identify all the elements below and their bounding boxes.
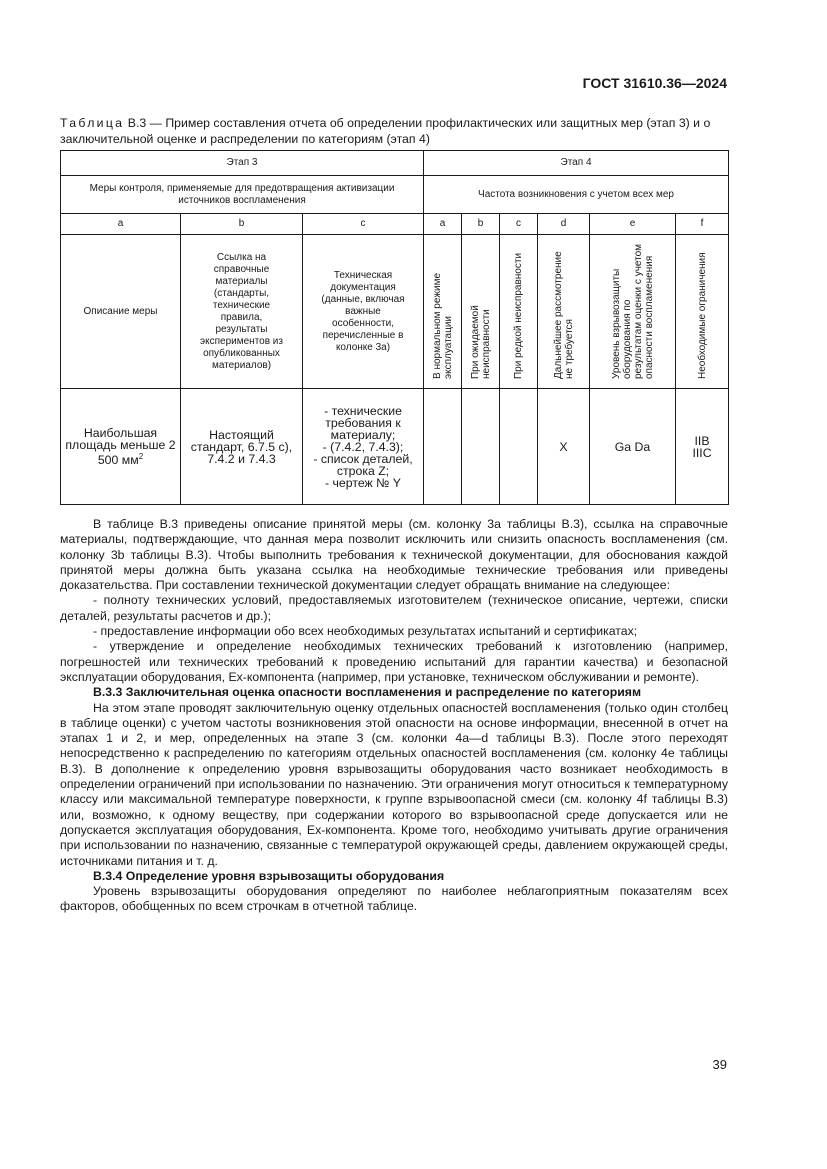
stage-row xyxy=(61,151,729,176)
letter-f: f xyxy=(676,214,729,235)
stage3-header: Этап 3 xyxy=(61,151,424,176)
header-expected-fault xyxy=(462,235,500,389)
header-restrictions xyxy=(676,235,729,389)
header-description: Описание меры xyxy=(61,235,181,389)
header-epl xyxy=(590,235,676,389)
header-restrictions-text: Необходимые ограничения xyxy=(696,251,708,379)
header-tech-doc: Техническая документация (данные, включая важные особенности, перечисленные в колонке 3a) xyxy=(303,235,424,389)
list-item: - предоставление информации обо всех необходимых результатах испытаний и сертификатах; xyxy=(93,624,638,639)
paragraph: В таблице В.3 приведены описание принятой меры (см. колонку 3a таблицы В.3), ссылка на справочные материалы, подтверждающие, что данная мера позволит исключить или снизить опасность воспламенения (см. колонку 3b таблицы В.3). Чтобы выполнить требования к технической документации, для обоснования каждой принятой меры должна быть указана ссылка на необходимые технические требования или приведены доказательства. При составлении технической документации следует обращать внимание на следующее: xyxy=(60,517,728,593)
cell-reference: Настоящий стандарт, 6.7.5 c), 7.4.2 и 7.4.3 xyxy=(181,389,303,505)
paragraph: Уровень взрывозащиты оборудования определяют по наиболее неблагоприятным показателям всех факторов, обобщенных по всем строчкам в отчетной таблице. xyxy=(60,884,728,914)
letters-row xyxy=(61,214,729,235)
header-rare-fault xyxy=(500,235,538,389)
cell-4f xyxy=(676,389,729,505)
letter-d: d xyxy=(538,214,590,235)
header-expected-fault-text: При ожидаемой неисправности xyxy=(469,304,492,379)
cell-tech-doc xyxy=(303,389,424,505)
measures-header: Меры контроля, применяемые для предотвращения активизации источников воспламенения xyxy=(61,176,424,214)
list-item: - полноту технических условий, предоставляемых изготовителем (техническое описание, чертежи, списки деталей, результаты расчетов и др.); xyxy=(60,593,728,623)
page-number: 39 xyxy=(712,1057,727,1072)
header-epl-text: Уровень взрывозащиты оборудования по результатам оценки с учетом опасности воспламенения xyxy=(610,243,655,379)
section-heading-b34: В.3.4 Определение уровня взрывозащиты оборудования xyxy=(93,868,445,883)
column-header-row xyxy=(61,235,729,389)
letter-b: b xyxy=(462,214,500,235)
table-row xyxy=(61,389,729,505)
section-heading-b33: В.3.3 Заключительная оценка опасности воспламенения и распределение по категориям xyxy=(93,685,642,700)
header-rare-fault-text: При редкой неисправности xyxy=(513,252,525,379)
letter-c: c xyxy=(303,214,424,235)
letter-e: e xyxy=(590,214,676,235)
caption-label: Таблица xyxy=(60,116,125,130)
tech-doc-item: - чертеж № Y xyxy=(325,475,401,490)
restriction-item: IIB xyxy=(694,433,710,448)
paragraph: На этом этапе проводят заключительную оценку отдельных опасностей воспламенения (только один столбец в таблице оценки) с учетом частоты возникновения этой опасности на основе информации, внесенной в отчет на этапах 1 и 2, и мер, определенных на этапе 3 (см. колонки 4a—d таблицы В.3). После этого переходят непосредственно к распределению по категориям отдельных опасностей воспламенения (см. колонку 4e таблицы В.3). В дополнение к определению уровня взрывозащиты оборудования часто возникает необходимость в определении ограничений при использовании по назначению. Эти ограничения могут относиться к температурному классу или максимальной температуре поверхности, к группе взрывоопасной смеси (см. колонку 4f таблицы В.3) или, возможно, к одному веществу, при содержании которого во взрывоопасной среде допускается или не допускается эксплуатация оборудования, Ex-компонента. Кроме того, необходимо учитывать другие ограничения при использовании по назначению, связанные с температурой окружающей среды, давлением окружающей среды, источниками питания и т. д. xyxy=(60,700,728,868)
restriction-item: IIIC xyxy=(692,445,712,460)
letter-b: b xyxy=(181,214,303,235)
tech-doc-item: - список деталей, строка Z; xyxy=(313,451,413,478)
document-code: ГОСТ 31610.36—2024 xyxy=(582,75,727,91)
letter-c: c xyxy=(500,214,538,235)
group-row xyxy=(61,176,729,214)
header-reference: Ссылка на справочные материалы (стандарты, технические правила, результаты экспериментов из опубликованных материалов) xyxy=(181,235,303,389)
letter-a: a xyxy=(424,214,462,235)
cell-description: Наибольшая площадь меньше 2 500 $мм^2$ xyxy=(61,389,181,505)
cell-4b xyxy=(462,389,500,505)
tech-doc-item: - (7.4.2, 7.4.3); xyxy=(322,439,404,454)
frequency-header: Частота возникновения с учетом всех мер xyxy=(424,176,729,214)
stage4-header: Этап 4 xyxy=(424,151,729,176)
letter-a: a xyxy=(61,214,181,235)
table-caption xyxy=(60,116,728,147)
header-normal-mode-text: В нормальном режиме эксплуатации xyxy=(431,272,454,379)
header-normal-mode xyxy=(424,235,462,389)
cell-4d: X xyxy=(538,389,590,505)
cell-4c xyxy=(500,389,538,505)
header-no-further xyxy=(538,235,590,389)
caption-text: В.3 — Пример составления отчета об определении профилактических или защитных мер (этап 3) и о заключительной оценке и распределении по категориям (этап 4) xyxy=(60,116,711,146)
body-text xyxy=(60,517,728,915)
cell-4e: Ga Da xyxy=(590,389,676,505)
list-item: - утверждение и определение необходимых технических требований к изготовлению (например, погрешностей или технических требований к проведению испытаний для гарантии качества) и безопасной эксплуатации оборудования, Ex-компонента (например, при установке, техническом обслуживании и ремонте). xyxy=(60,639,728,684)
tech-doc-item: - технические требования к материалу; xyxy=(324,403,402,442)
cell-4a xyxy=(424,389,462,505)
report-table xyxy=(60,150,729,505)
header-no-further-text: Дальнейшее рассмотрение не требуется xyxy=(552,250,575,379)
